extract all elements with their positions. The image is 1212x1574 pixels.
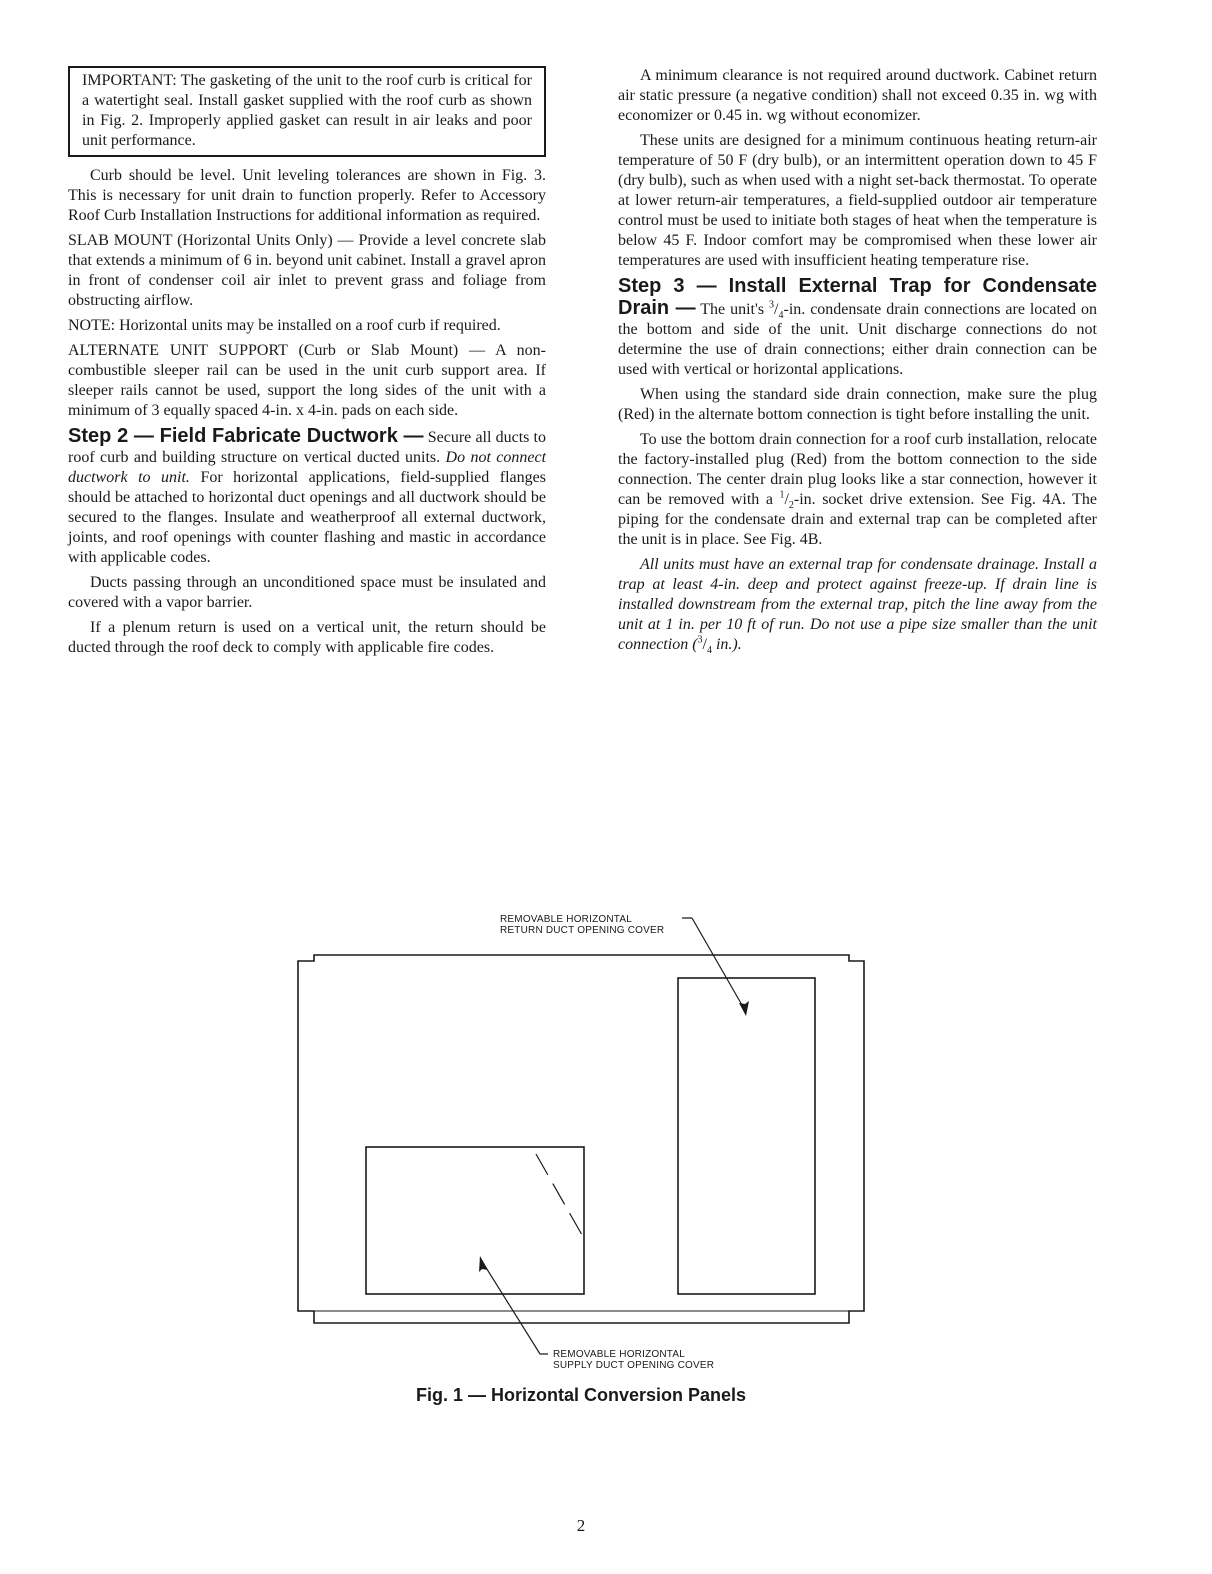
step3-heading: Step 3 — Install External Trap for Condensate Drain — [618, 275, 1097, 319]
bottom-drain-frac-den: 2 [788, 500, 794, 512]
figure-drawing [0, 880, 1212, 1380]
curb-level-paragraph: Curb should be level. Unit leveling tolerances are shown in Fig. 3. This is necessary for unit drain to function properly. Refer to Accessory Roof Curb Installation Instructions for additional information as required. [68, 167, 546, 224]
clearance-paragraph: A minimum clearance is not required around ductwork. Cabinet return air static pressure (a negative condition) shall not exceed 0.35 in. wg with economizer or 0.45 in. wg without economizer. [618, 67, 1097, 124]
step3-text-b: -in. condensate drain connections are located on the bottom and side of the unit. Unit discharge connections do not determine the use of drain connections; either drain connection can be used with vertical or horizontal applications. [618, 301, 1097, 378]
page-number: 2 [576, 1516, 586, 1535]
trap-paragraph: All units must have an external trap for condensate drainage. Install a trap at least 4-in. deep and protect against freeze-up. If drain line is installed downstream from the external trap, pitch the line away from the unit at 1 in. per 10 ft of run. Do not use a pipe size smaller than the unit connection ($^3/_4$ in.). [618, 556, 1097, 657]
right-column [618, 66, 1097, 660]
slab-mount-paragraph: SLAB MOUNT (Horizontal Units Only) — Provide a level concrete slab that extends a minimum of 6 in. beyond unit cabinet. Install a gravel apron in front of condenser coil air inlet to prevent grass and foliage from obstructing airflow. [68, 232, 546, 309]
step3-section [618, 276, 1097, 380]
ducts-unconditioned-paragraph: Ducts passing through an unconditioned space must be insulated and covered with a vapor barrier. [68, 574, 546, 611]
figure-caption: Fig. 1 — Horizontal Conversion Panels [415, 1385, 747, 1405]
left-column [68, 66, 546, 663]
alternate-support-paragraph: ALTERNATE UNIT SUPPORT (Curb or Slab Mount) — A non-combustible sleeper rail can be used in the unit curb support area. If sleeper rails cannot be used, support the long sides of the unit with a minimum of 3 equally spaced 4-in. x 4-in. pads on each side. [68, 342, 546, 419]
step2-heading: Step 2 — Field Fabricate Ductwork — [68, 425, 424, 447]
return-cover-label [500, 914, 664, 936]
supply-label-line1: REMOVABLE HORIZONTAL [553, 1349, 685, 1360]
supply-arrowhead [479, 1256, 488, 1272]
supply-leader-dashed [536, 1154, 586, 1242]
return-duct-cover [678, 978, 815, 1294]
return-arrowhead [739, 1001, 749, 1016]
important-notice-text: IMPORTANT: The gasketing of the unit to the roof curb is critical for a watertight seal. Install gasket supplied with the roof curb as shown in Fig. 2. Improperly applied gasket can result in air leaks and poor unit performance. [82, 72, 532, 149]
designed-for-paragraph: These units are designed for a minimum continuous heating return-air temperature of 50 F (dry bulb), or an intermittent operation down to 45 F (dry bulb), such as when used with a night set-back thermostat. To operate at lower return-air temperatures, a field-supplied outdoor air temperature control must be used to initiate both stages of heat when the temperature is below 45 F. Indoor comfort may be compromised when these lower air temperatures are used with insufficient heating temperature rise. [618, 132, 1097, 269]
step2-text-italic: Do not connect ductwork to unit. [68, 449, 547, 486]
trap-italic-b: in.). [711, 636, 742, 653]
return-label-line2: RETURN DUCT OPENING COVER [500, 925, 665, 936]
step2-text-a: Secure all ducts to roof curb and building structure on vertical ducted units. [68, 429, 546, 466]
plenum-return-paragraph: If a plenum return is used on a vertical unit, the return should be ducted through the roof deck to comply with applicable fire codes. [68, 619, 546, 656]
supply-leader-line [480, 1258, 548, 1354]
step3-frac-num: 3 [769, 299, 775, 311]
bottom-drain-frac-num: 1 [779, 489, 785, 501]
supply-label-line2: SUPPLY DUCT OPENING COVER [553, 1360, 715, 1371]
unit-outline [298, 955, 864, 1323]
supply-duct-cover [366, 1147, 584, 1294]
step2-paragraph [68, 426, 546, 568]
trap-frac-den: 4 [706, 645, 712, 657]
supply-cover-label [553, 1349, 714, 1371]
step2-text-b: For horizontal applications, field-supplied flanges should be attached to horizontal duct openings and all ductwork should be secured to the flanges. Insulate and weatherproof all external ductwork, joints, and roof openings with counter flashing and mastic in accordance with applicable codes. [68, 469, 546, 566]
bottom-drain-text-b: -in. socket drive extension. See Fig. 4A. The piping for the condensate drain and external trap can be completed after the unit is in place. See Fig. 4B. [618, 491, 1097, 548]
step3-frac-den: 4 [778, 310, 784, 322]
return-label-line1: REMOVABLE HORIZONTAL [500, 914, 632, 925]
standard-side-paragraph: When using the standard side drain connection, make sure the plug (Red) in the alternate bottom connection is tight before installing the unit. [618, 386, 1097, 423]
bottom-drain-text-a: To use the bottom drain connection for a roof curb installation, relocate the factory-installed plug (Red) from the bottom connection to the side connection. The center drain plug looks like a star connection, however it can be removed with a [618, 431, 1097, 508]
figure-horizontal-conversion-panels [0, 880, 1212, 1440]
bottom-drain-paragraph: To use the bottom drain connection for a roof curb installation, relocate the factory-installed plug (Red) from the bottom connection to the side connection. The center drain plug looks like a star connection, however it can be removed with a $^1/_2-in$. socket drive extension. See Fig. 4A. The piping for the condensate drain and external trap can be completed after the unit is in place. See Fig. 4B. [618, 431, 1097, 548]
step3-text-a: The unit's [695, 301, 770, 318]
important-notice-box [68, 66, 546, 157]
return-leader-line [682, 918, 746, 1012]
step2-section [68, 426, 546, 568]
trap-italic-a: All units must have an external trap for condensate drainage. Install a trap at least 4-in. deep and protect against freeze-up. If drain line is installed downstream from the external trap, pitch the line away from the unit at 1 in. per 10 ft of run. Do not use a pipe size smaller than the unit connection ( [618, 556, 1097, 653]
note-paragraph: NOTE: Horizontal units may be installed on a roof curb if required. [68, 317, 501, 334]
trap-frac-num: 3 [697, 634, 703, 646]
step3-paragraph: Step 3 — Install External Trap for Condensate Drain — The unit's $^3/_4-in$. condensate drain connections are located on the bottom and side of the unit. Unit discharge connections do not determine the use of drain connections; either drain connection can be used with vertical or horizontal applications. [618, 275, 1097, 378]
